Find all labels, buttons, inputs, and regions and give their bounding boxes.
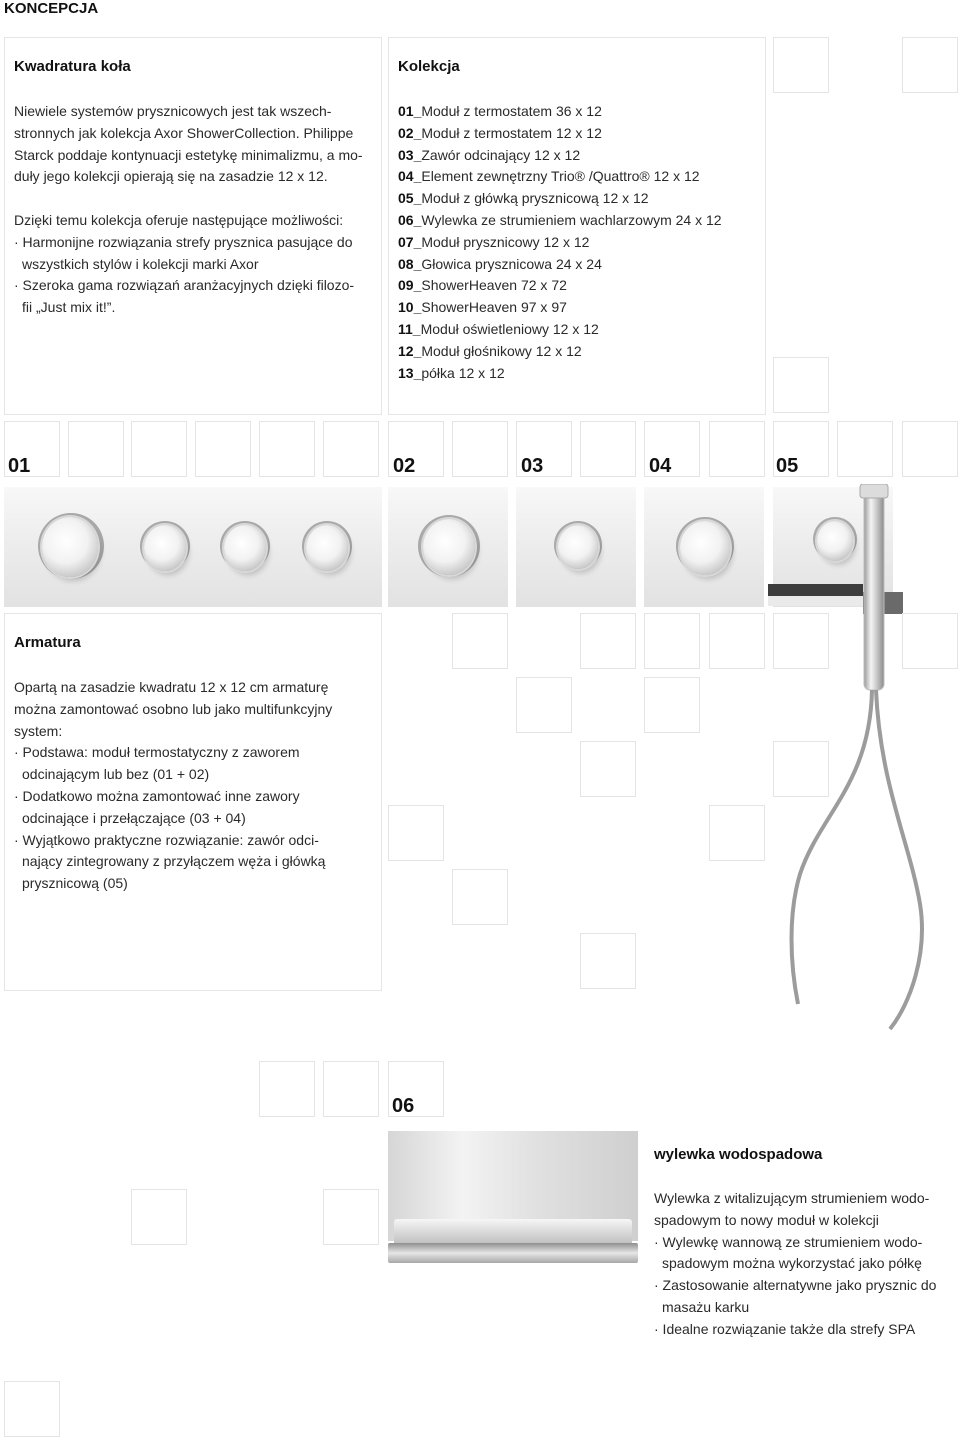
product-number-06: 06 [392, 1095, 415, 1117]
bullet-line: · Podstawa: moduł termostatyczny z zaworem [14, 744, 300, 761]
deco-square [709, 613, 765, 669]
list-item: 03_Zawór odcinający 12 x 12 [398, 146, 581, 163]
deco-square [773, 37, 829, 93]
list-item: 12_Moduł głośnikowy 12 x 12 [398, 342, 582, 359]
deco-square [644, 613, 700, 669]
list-item: 01_Moduł z termostatem 36 x 12 [398, 103, 602, 119]
thermostat-knob [42, 517, 98, 577]
bullet-line-cont: prysznicową (05) [22, 875, 128, 892]
diverter-knob [680, 521, 730, 575]
deco-square [452, 421, 508, 477]
valve-knob [558, 525, 598, 569]
text-line: spadowym to nowy moduł w kolekcji [654, 1211, 879, 1228]
text-line: duły jego kolekcji opierają się na zasadzie 12 x 12. [14, 168, 328, 185]
kolekcja-list [398, 101, 722, 384]
deco-square [902, 613, 958, 669]
intro-paragraph-2 [14, 210, 379, 319]
deco-square [902, 421, 958, 477]
deco-square [837, 421, 893, 477]
thermostat-knob [423, 519, 475, 575]
bullet-line: · Szeroka gama rozwiązań aranżacyjnych dzięki filozo- [14, 277, 355, 294]
bullet-line-cont: spadowym można wykorzystać jako półkę [662, 1255, 922, 1272]
text-line: system: [14, 722, 63, 739]
list-item: 02_Moduł z termostatem 12 x 12 [398, 124, 602, 141]
bullet-line-cont: nający zintegrowany z przyłączem węża i główką [22, 853, 326, 870]
valve-knob [224, 525, 266, 571]
list-item: 08_Głowica prysznicowa 24 x 24 [398, 255, 602, 272]
bullet-line-cont: masażu karku [662, 1298, 750, 1315]
deco-square [773, 613, 829, 669]
product-number-01: 01 [8, 455, 31, 477]
deco-square [709, 805, 765, 861]
armatura-text [14, 677, 374, 895]
deco-square [452, 613, 508, 669]
deco-square [259, 1061, 315, 1117]
deco-square [259, 421, 315, 477]
bullet-line-cont: wszystkich stylów i kolekcji marki Axor [22, 255, 259, 272]
text-line: można zamontować osobno lub jako multifunkcyjny [14, 700, 333, 717]
list-item: 09_ShowerHeaven 72 x 72 [398, 277, 567, 294]
deco-square [902, 37, 958, 93]
list-item: 07_Moduł prysznicowy 12 x 12 [398, 233, 590, 250]
deco-square [323, 1061, 379, 1117]
deco-square [131, 421, 187, 477]
list-item: 05_Moduł z główką prysznicową 12 x 12 [398, 190, 649, 207]
product-image-waterfall-spout [388, 1125, 638, 1275]
product-number-04: 04 [649, 455, 672, 477]
deco-square [323, 1189, 379, 1245]
bullet-line-cont: fii „Just mix it!”. [22, 299, 116, 316]
deco-square [131, 1189, 187, 1245]
text-line: Opartą na zasadzie kwadratu 12 x 12 cm armaturę [14, 679, 329, 695]
bullet-line-cont: odcinającym lub bez (01 + 02) [22, 766, 210, 783]
armatura-heading: Armatura [14, 634, 81, 651]
valve-knob [144, 525, 186, 571]
bullet-line: · Dodatkowo można zamontować inne zawory [14, 787, 300, 804]
product-image-trio-quattro [644, 487, 764, 607]
bullet-line: · Idealne rozwiązanie także dla strefy SPA [654, 1320, 916, 1337]
kolekcja-heading: Kolekcja [398, 58, 460, 75]
deco-square [580, 613, 636, 669]
valve-knob [306, 525, 348, 571]
deco-square [195, 421, 251, 477]
intro-paragraph-1 [14, 101, 374, 188]
list-item: 13_półka 12 x 12 [398, 364, 505, 381]
deco-square [323, 421, 379, 477]
product-number-02: 02 [393, 455, 416, 477]
product-image-thermostat-module-36x12 [4, 487, 382, 607]
text-line: Wylewka z witalizującym strumieniem wodo- [654, 1190, 930, 1206]
product-image-thermostat-module-12x12 [388, 487, 508, 607]
deco-square [644, 677, 700, 733]
bullet-line: · Harmonijne rozwiązania strefy prysznica pasujące do [14, 233, 353, 250]
bullet-line-cont: odcinające i przełączające (03 + 04) [22, 809, 246, 826]
bullet-line: · Zastosowanie alternatywne jako prysznic do [654, 1277, 937, 1294]
deco-square [68, 421, 124, 477]
list-item: 10_ShowerHeaven 97 x 97 [398, 299, 567, 316]
product-number-05: 05 [776, 455, 799, 477]
intro-heading: Kwadratura koła [14, 58, 131, 75]
deco-square [580, 421, 636, 477]
list-item: 11_Moduł oświetleniowy 12 x 12 [398, 320, 599, 337]
deco-square [452, 869, 508, 925]
bullet-line: · Wylewkę wannową ze strumieniem wodo- [654, 1233, 923, 1250]
product-number-03: 03 [521, 455, 544, 477]
deco-square [580, 933, 636, 989]
deco-square [4, 1381, 60, 1437]
deco-square [580, 741, 636, 797]
deco-square [773, 741, 829, 797]
product-image-shutoff-valve [516, 487, 636, 607]
list-item: 04_Element zewnętrzny Trio® /Quattro® 12 x 12 [398, 168, 700, 185]
text-line: stronnych jak kolekcja Axor ShowerCollection. Philippe [14, 124, 354, 141]
wylewka-heading: wylewka wodospadowa [654, 1146, 823, 1163]
deco-square [516, 677, 572, 733]
text-line: Dzięki temu kolekcja oferuje następujące możliwości: [14, 212, 344, 228]
wylewka-text [654, 1188, 954, 1341]
deco-square [388, 805, 444, 861]
text-line: Niewiele systemów prysznicowych jest tak wszech- [14, 103, 332, 119]
text-line: Starck poddaje kontynuacji estetykę minimalizmu, a mo- [14, 146, 363, 163]
bullet-line: · Wyjątkowo praktyczne rozwiązanie: zawór odci- [14, 831, 319, 848]
deco-square [709, 421, 765, 477]
list-item: 06_Wylewka ze strumieniem wachlarzowym 24 x 12 [398, 211, 722, 228]
page-header-title: KONCEPCJA [4, 0, 99, 17]
deco-square [773, 357, 829, 413]
